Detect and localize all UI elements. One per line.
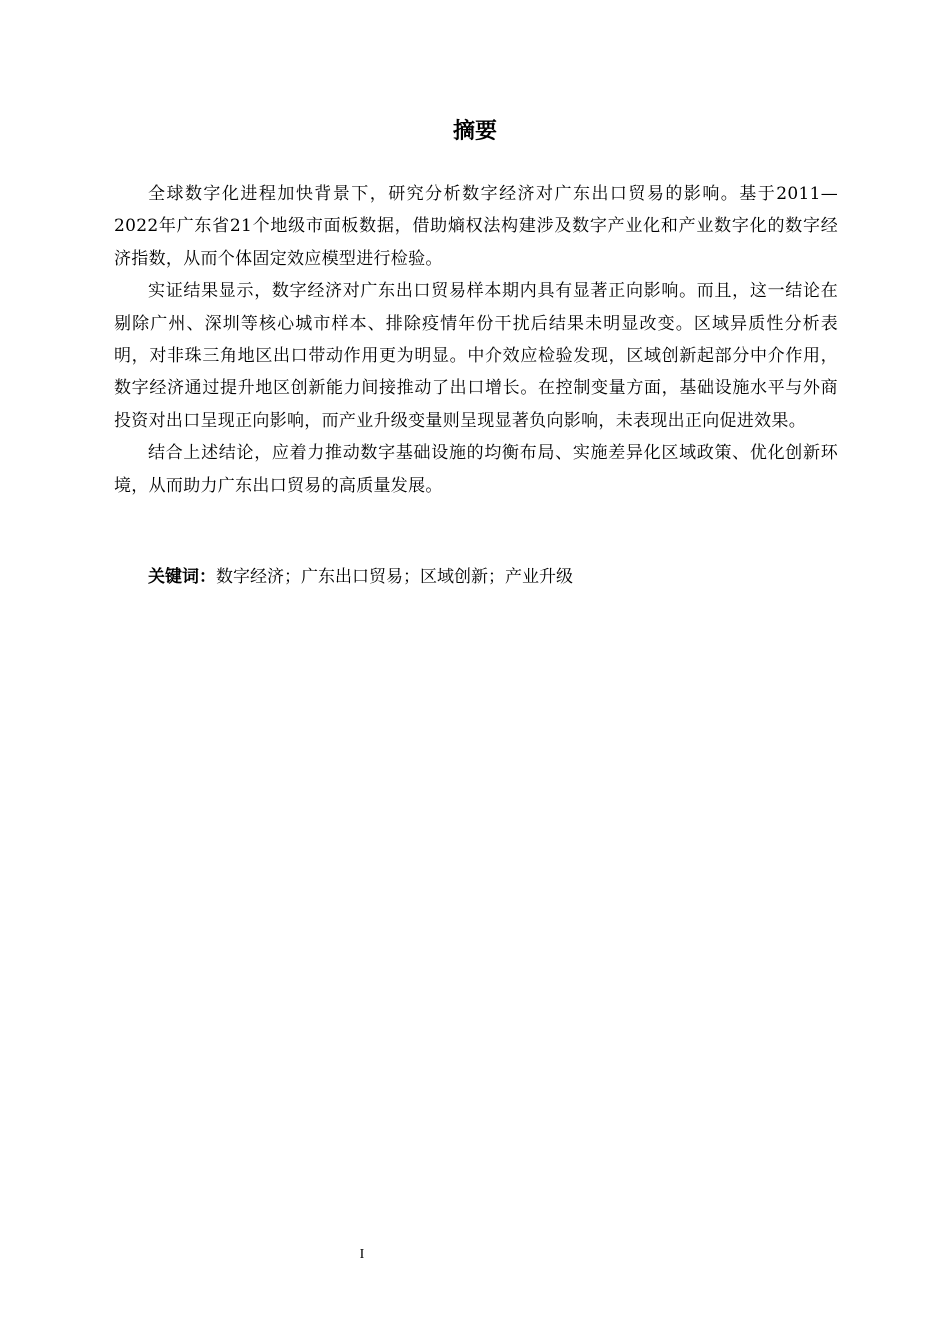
abstract-paragraph-2: 实证结果显示，数字经济对广东出口贸易样本期内具有显著正向影响。而且，这一结论在剔除广州、深圳等核心城市样本、排除疫情年份干扰后结果未明显改变。区域异质性分析表明，对非珠三角地区出口带动作用更为明显。中介效应检验发现，区域创新起部分中介作用，数字经济通过提升地区创新能力间接推动了出口增长。在控制变量方面，基础设施水平与外商投资对出口呈现正向影响，而产业升级变量则呈现显著负向影响，未表现出正向促进效果。 xyxy=(114,281,838,431)
abstract-title: 摘要 xyxy=(452,119,497,144)
keywords-label: 关键词： xyxy=(148,567,216,587)
abstract-body xyxy=(114,178,838,502)
keywords-text: 数字经济；广东出口贸易；区域创新；产业升级 xyxy=(216,567,573,587)
page-number: I xyxy=(359,1247,365,1262)
keywords-line xyxy=(148,562,573,592)
abstract-paragraph-3: 结合上述结论，应着力推动数字基础设施的均衡布局、实施差异化区域政策、优化创新环境，从而助力广东出口贸易的高质量发展。 xyxy=(114,443,838,496)
abstract-paragraph-1: 全球数字化进程加快背景下，研究分析数字经济对广东出口贸易的影响。基于2011—2022年广东省21个地级市面板数据，借助熵权法构建涉及数字产业化和产业数字化的数字经济指数，从而个体固定效应模型进行检验。 xyxy=(114,184,838,269)
